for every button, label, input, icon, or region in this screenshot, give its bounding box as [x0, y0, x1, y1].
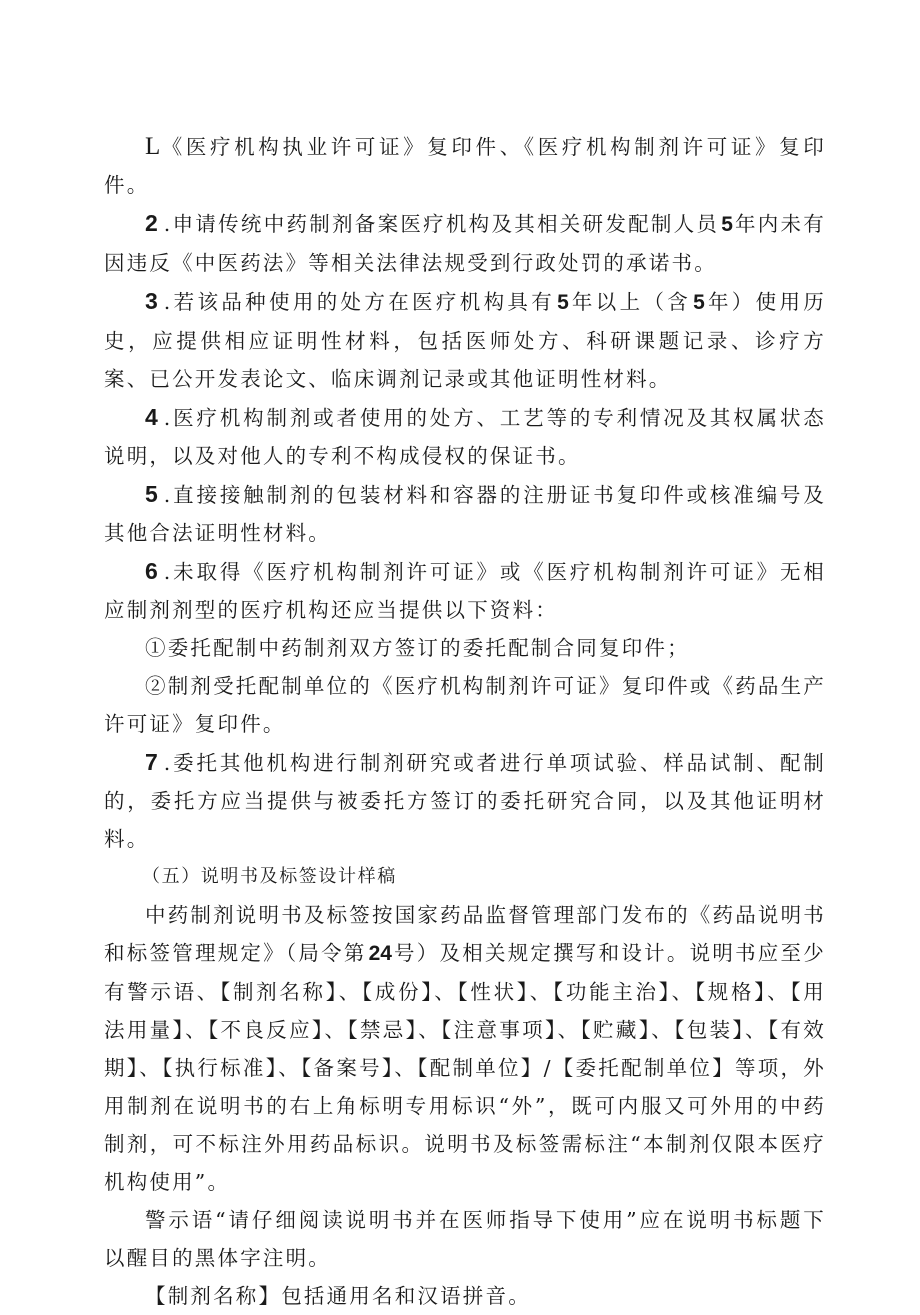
item-number: 6 — [145, 558, 158, 584]
item-number: 4 — [145, 404, 158, 430]
list-item-4 — [104, 398, 826, 475]
section-paragraph-3: 【制剂名称】包括通用名和汉语拼音。 — [145, 1284, 531, 1308]
item-years: 5 — [721, 213, 733, 236]
item-number: 2 — [145, 210, 158, 236]
item-text: .委托其他机构进行制剂研究或者进行单项试验、样品试制、配制的，委托方应当提供与被委托方签订的委托研究合同，以及其他证明材料。 — [104, 751, 826, 851]
item-number: 7 — [145, 749, 158, 775]
list-item-6 — [104, 552, 826, 629]
item-text-part: 年）使用历史，应提供相应证明性材料，包括医师处方、科研课题记录、诊疗方案、已公开发表论文、临床调剂记录或其他证明性材料。 — [104, 290, 827, 391]
item-years: 5 — [557, 291, 569, 314]
sub-item-text: ②制剂受托配制单位的《医疗机构制剂许可证》复印件或《药品生产许可证》复印件。 — [104, 674, 826, 736]
item-number: 3 — [145, 288, 158, 314]
item-number: L — [145, 133, 161, 160]
list-item-2 — [104, 204, 826, 282]
item-text: 《医疗机构执业许可证》复印件、《医疗机构制剂许可证》复印件。 — [104, 135, 826, 197]
section-heading: （五）说明书及标签设计样稿 — [142, 866, 397, 887]
list-item-7 — [104, 743, 826, 858]
sub-item-text: ①委托配制中药制剂双方签订的委托配制合同复印件； — [145, 636, 690, 660]
item-text: .直接接触制剂的包装材料和容器的注册证书复印件或核准编号及其他合法证明性材料。 — [104, 483, 826, 545]
item-text-part: .若该品种使用的处方在医疗机构具有 — [163, 290, 556, 314]
item-text-part: 年内未有因违反《中医药法》等相关法律法规受到行政处罚的承诺书。 — [104, 212, 826, 275]
item-text: .未取得《医疗机构制剂许可证》或《医疗机构制剂许可证》无相应制剂剂型的医疗机构还应当提供以下资料： — [104, 560, 826, 622]
order-number: 24 — [368, 942, 392, 965]
paragraph-text-part: 号）及相关规定撰写和设计。说明书应至少有警示语、【制剂名称】、【成份】、【性状】、【功能主治】、【规格】、【用法用量】、【不良反应】、【禁忌】、【注意事项】、【贮藏】、【包装】、【有效期】、【执行标准】、【备案号】、【配制单位】/【委托配制单位】等项，外用制剂在说明书的右上角标明专用标识“外”，既可内服又可外用的中药制剂，可不标注外用药品标识。说明书及标签需标注“本制剂仅限本医疗机构使用”。 — [104, 941, 826, 1194]
sub-item-2 — [104, 667, 826, 743]
item-years: 5 — [693, 291, 705, 314]
paragraph-text-part: 中药制剂说明书及标签按国家药品监督管理部门发布的《药品说明书和标签管理规定》（局令第 — [104, 903, 826, 965]
list-item-3 — [104, 282, 826, 398]
item-number: 5 — [145, 481, 158, 507]
item-text-part: .申请传统中药制剂备案医疗机构及其相关研发配制人员 — [163, 212, 720, 236]
item-text-part: 年以上（含 — [570, 290, 692, 314]
list-item-5 — [104, 475, 826, 552]
section-paragraph-2: 警示语“请仔细阅读说明书并在医师指导下使用”应在说明书标题下以醒目的黑体字注明。 — [104, 1208, 826, 1270]
sub-item-1 — [104, 629, 826, 667]
document-page — [104, 128, 826, 1315]
list-item-1 — [104, 128, 826, 204]
item-text: .医疗机构制剂或者使用的处方、工艺等的专利情况及其权属状态说明，以及对他人的专利不构成侵权的保证书。 — [104, 406, 826, 468]
section-paragraph-1 — [104, 896, 826, 1201]
